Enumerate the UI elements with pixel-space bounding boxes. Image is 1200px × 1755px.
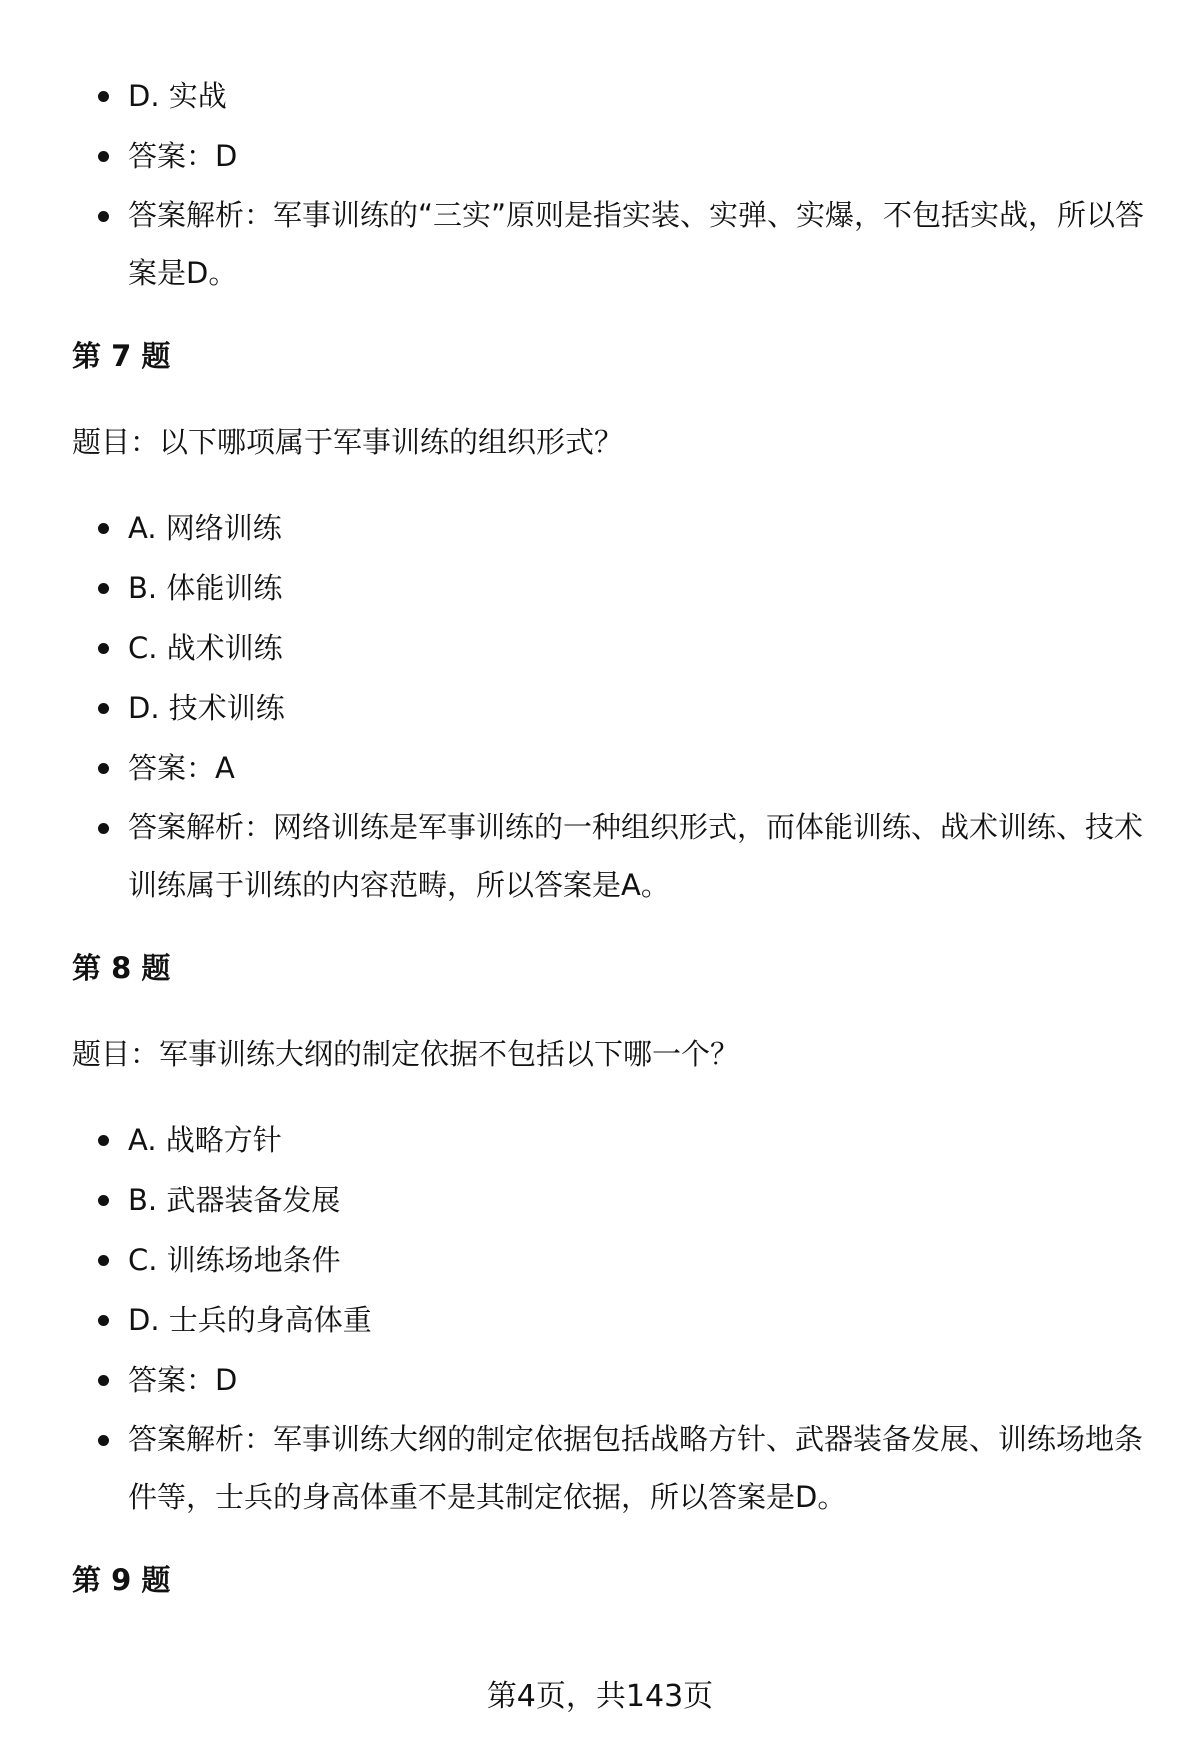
page-content xyxy=(72,66,1152,1610)
option-c: C. 训练场地条件 xyxy=(128,1243,341,1277)
list-item xyxy=(72,66,1152,126)
list-item xyxy=(72,1170,1152,1230)
answer-explanation: 答案解析：网络训练是军事训练的一种组织形式，而体能训练、战术训练、技术训练属于训练的内容范畴，所以答案是A。 xyxy=(128,810,1144,902)
list-item xyxy=(72,678,1152,738)
answer: 答案：D xyxy=(128,139,238,173)
prev-question-list xyxy=(72,66,1152,302)
question-options-list xyxy=(72,1110,1152,1526)
answer: 答案：A xyxy=(128,751,235,785)
bullet-icon xyxy=(98,1255,109,1266)
answer: 答案：D xyxy=(128,1363,238,1397)
bullet-icon xyxy=(98,1375,109,1386)
list-item xyxy=(72,498,1152,558)
bullet-icon xyxy=(98,523,109,534)
page-number: 第4页，共143页 xyxy=(486,1679,714,1714)
answer-explanation: 答案解析：军事训练的“三实”原则是指实装、实弹、实爆，不包括实战，所以答案是D。 xyxy=(128,198,1145,290)
question-prompt: 题目：以下哪项属于军事训练的组织形式？ xyxy=(72,425,624,459)
bullet-icon xyxy=(98,763,109,774)
bullet-icon xyxy=(98,91,109,102)
option-a: A. 战略方针 xyxy=(128,1123,282,1157)
bullet-icon xyxy=(98,583,109,594)
option-d: D. 士兵的身高体重 xyxy=(128,1303,372,1337)
list-item xyxy=(72,1110,1152,1170)
question-heading: 第 8 题 xyxy=(72,951,171,985)
list-item xyxy=(72,618,1152,678)
list-item xyxy=(72,1350,1152,1410)
option-c: C. 战术训练 xyxy=(128,631,283,665)
option-d: D. 实战 xyxy=(128,79,227,113)
list-item xyxy=(72,1230,1152,1290)
bullet-icon xyxy=(98,1135,109,1146)
bullet-icon xyxy=(98,211,109,222)
list-item xyxy=(72,558,1152,618)
list-item xyxy=(72,1410,1152,1526)
list-item xyxy=(72,1290,1152,1350)
bullet-icon xyxy=(98,703,109,714)
question-heading: 第 9 题 xyxy=(72,1563,171,1597)
list-item xyxy=(72,186,1152,302)
question-prompt: 题目：军事训练大纲的制定依据不包括以下哪一个？ xyxy=(72,1037,740,1071)
bullet-icon xyxy=(98,643,109,654)
option-a: A. 网络训练 xyxy=(128,511,282,545)
answer-explanation: 答案解析：军事训练大纲的制定依据包括战略方针、武器装备发展、训练场地条件等，士兵的身高体重不是其制定依据，所以答案是D。 xyxy=(128,1422,1144,1514)
list-item xyxy=(72,126,1152,186)
question-options-list xyxy=(72,498,1152,914)
list-item xyxy=(72,738,1152,798)
bullet-icon xyxy=(98,1435,109,1446)
option-b: B. 体能训练 xyxy=(128,571,283,605)
bullet-icon xyxy=(98,1195,109,1206)
question-heading: 第 7 题 xyxy=(72,339,171,373)
option-d: D. 技术训练 xyxy=(128,691,285,725)
bullet-icon xyxy=(98,823,109,834)
option-b: B. 武器装备发展 xyxy=(128,1183,341,1217)
bullet-icon xyxy=(98,151,109,162)
list-item xyxy=(72,798,1152,914)
bullet-icon xyxy=(98,1315,109,1326)
